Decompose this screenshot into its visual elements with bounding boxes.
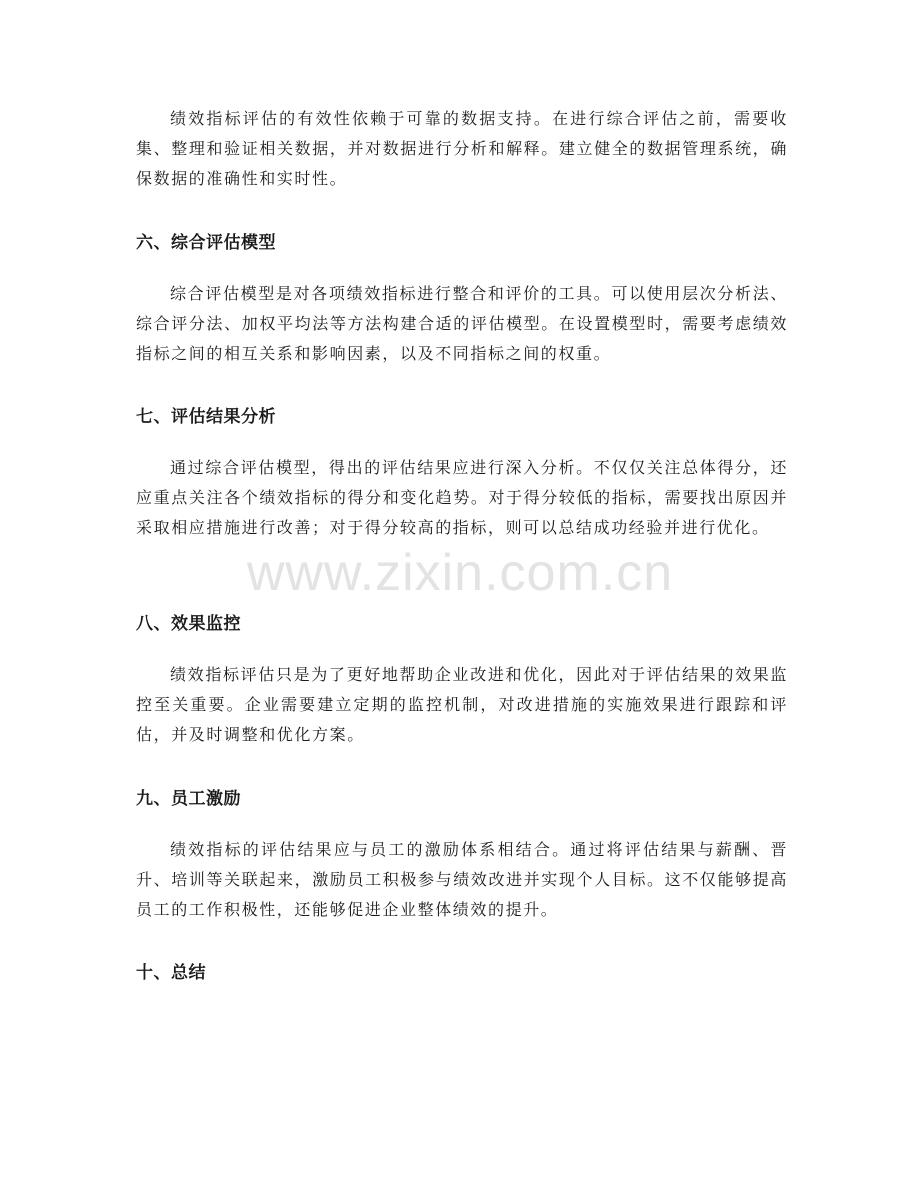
paragraph-data-support: 绩效指标评估的有效性依赖于可靠的数据支持。在进行综合评估之前，需要收集、整理和验证相关数据，并对数据进行分析和解释。建立健全的数据管理系统，确保数据的准确性和实时性。	[136, 109, 788, 188]
paragraph-result-analysis: 通过综合评估模型，得出的评估结果应进行深入分析。不仅仅关注总体得分，还应重点关注各个绩效指标的得分和变化趋势。对于得分较低的指标，需要找出原因并采取相应措施进行改善；对于得分较高的指标，则可以总结成功经验并进行优化。	[136, 458, 788, 537]
heading-section-10: 十、总结	[136, 963, 206, 983]
heading-section-6: 六、综合评估模型	[136, 233, 276, 253]
watermark-text: www.zixin.com.cn	[246, 544, 674, 602]
paragraph-employee-incentive: 绩效指标的评估结果应与员工的激励体系相结合。通过将评估结果与薪酬、晋升、培训等关联起来，激励员工积极参与绩效改进并实现个人目标。这不仅能够提高员工的工作积极性，还能够促进企业整体绩效的提升。	[136, 840, 788, 919]
paragraph-evaluation-model: 综合评估模型是对各项绩效指标进行整合和评价的工具。可以使用层次分析法、综合评分法、加权平均法等方法构建合适的评估模型。在设置模型时，需要考虑绩效指标之间的相互关系和影响因素，以及不同指标之间的权重。	[136, 284, 788, 363]
heading-section-8: 八、效果监控	[136, 614, 241, 634]
heading-section-9: 九、员工激励	[136, 789, 241, 809]
paragraph-effect-monitoring: 绩效指标评估只是为了更好地帮助企业改进和优化，因此对于评估结果的效果监控至关重要。企业需要建立定期的监控机制，对改进措施的实施效果进行跟踪和评估，并及时调整和优化方案。	[136, 665, 788, 744]
heading-section-7: 七、评估结果分析	[136, 407, 276, 427]
